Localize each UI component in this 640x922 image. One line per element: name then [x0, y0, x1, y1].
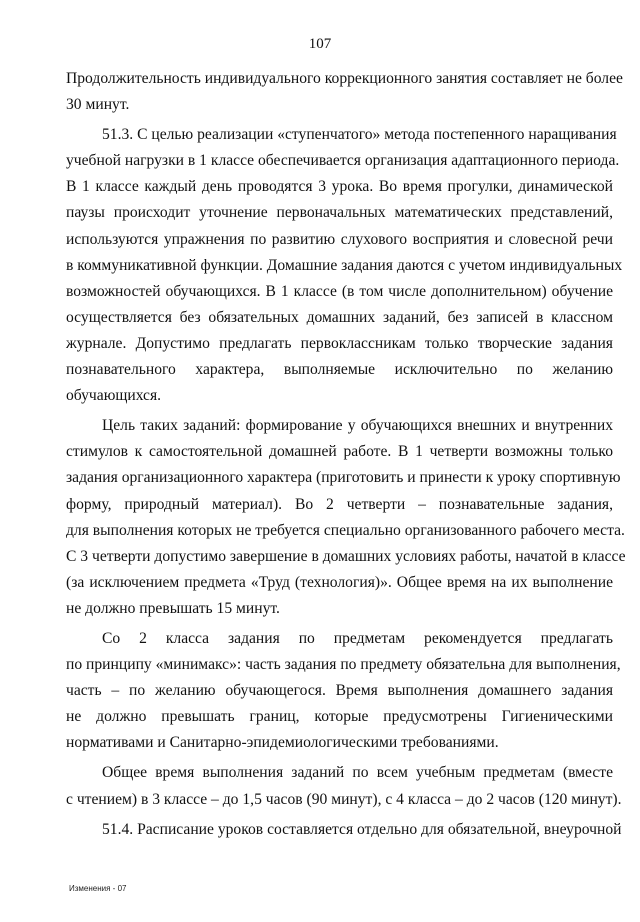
- document-body: [66, 66, 626, 843]
- text-line: Со 2 класса задания по предметам рекомендуется предлагать: [102, 629, 613, 647]
- text-line: 51.4. Расписание уроков составляется отдельно для обязательной, внеурочной: [102, 820, 622, 838]
- text-line: форму, природный материал). Во 2 четверти – познавательные задания,: [66, 495, 613, 513]
- text-line: С 3 четверти допустимо завершение в домашних условиях работы, начатой в классе: [66, 547, 626, 565]
- text-line: стимулов к самостоятельной домашней работе. В 1 четверти возможны только: [66, 443, 613, 461]
- page-footer: Изменения - 07: [69, 884, 127, 893]
- text-line: Цель таких заданий: формирование у обучающихся внешних и внутренних: [102, 417, 613, 435]
- text-line: по принципу «минимакс»: часть задания по предмету обязательна для выполнения,: [66, 656, 621, 674]
- text-line: используются упражнения по развитию слухового восприятия и словесной речи: [66, 230, 613, 248]
- paragraph: [66, 413, 626, 622]
- text-line: Общее время выполнения заданий по всем учебным предметам (вместе: [102, 764, 613, 782]
- paragraph: [66, 66, 623, 118]
- text-line: Продолжительность индивидуального коррекционного занятия составляет не более: [66, 70, 623, 87]
- text-line: с чтением) в 3 классе – до 1,5 часов (90 минут), с 4 класса – до 2 часов (120 минут).: [66, 790, 622, 808]
- text-line: не должно превышать границ, которые предусмотрены Гигиеническими: [66, 708, 613, 726]
- text-line: паузы происходит уточнение первоначальных математических представлений,: [66, 204, 613, 222]
- page-number: 107: [308, 36, 332, 52]
- paragraph: [66, 122, 623, 409]
- text-line: для выполнения которых не требуется специально организованного рабочего места.: [66, 521, 625, 539]
- text-line: учебной нагрузки в 1 классе обеспечивается организация адаптационного периода.: [66, 152, 620, 170]
- text-line: задания организационного характера (приготовить и принести к уроку спортивную: [66, 469, 621, 487]
- text-line: 30 минут.: [66, 96, 130, 114]
- paragraph: [66, 760, 622, 812]
- text-line: обучающихся.: [66, 387, 162, 405]
- text-line: осуществляется без обязательных домашних заданий, без записей в классном: [66, 308, 613, 326]
- text-line: познавательного характера, выполняемые исключительно по желанию: [66, 361, 613, 379]
- text-line: журнале. Допустимо предлагать первоклассникам только творческие задания: [66, 334, 613, 352]
- text-line: часть – по желанию обучающегося. Время выполнения домашнего задания: [66, 682, 613, 700]
- text-line: возможностей обучающихся. В 1 классе (в том числе дополнительном) обучение: [66, 282, 613, 300]
- text-line: не должно превышать 15 минут.: [66, 599, 280, 617]
- paragraph: [66, 817, 622, 843]
- paragraph: [66, 626, 621, 756]
- text-line: В 1 классе каждый день проводятся 3 урока. Во время прогулки, динамической: [66, 178, 613, 196]
- text-line: (за исключением предмета «Труд (технология)». Общее время на их выполнение: [66, 573, 613, 591]
- text-line: нормативами и Санитарно-эпидемиологическими требованиями.: [66, 734, 499, 752]
- text-line: 51.3. С целью реализации «ступенчатого» метода постепенного наращивания: [102, 126, 617, 144]
- text-line: в коммуникативной функции. Домашние задания даются с учетом индивидуальных: [66, 256, 623, 274]
